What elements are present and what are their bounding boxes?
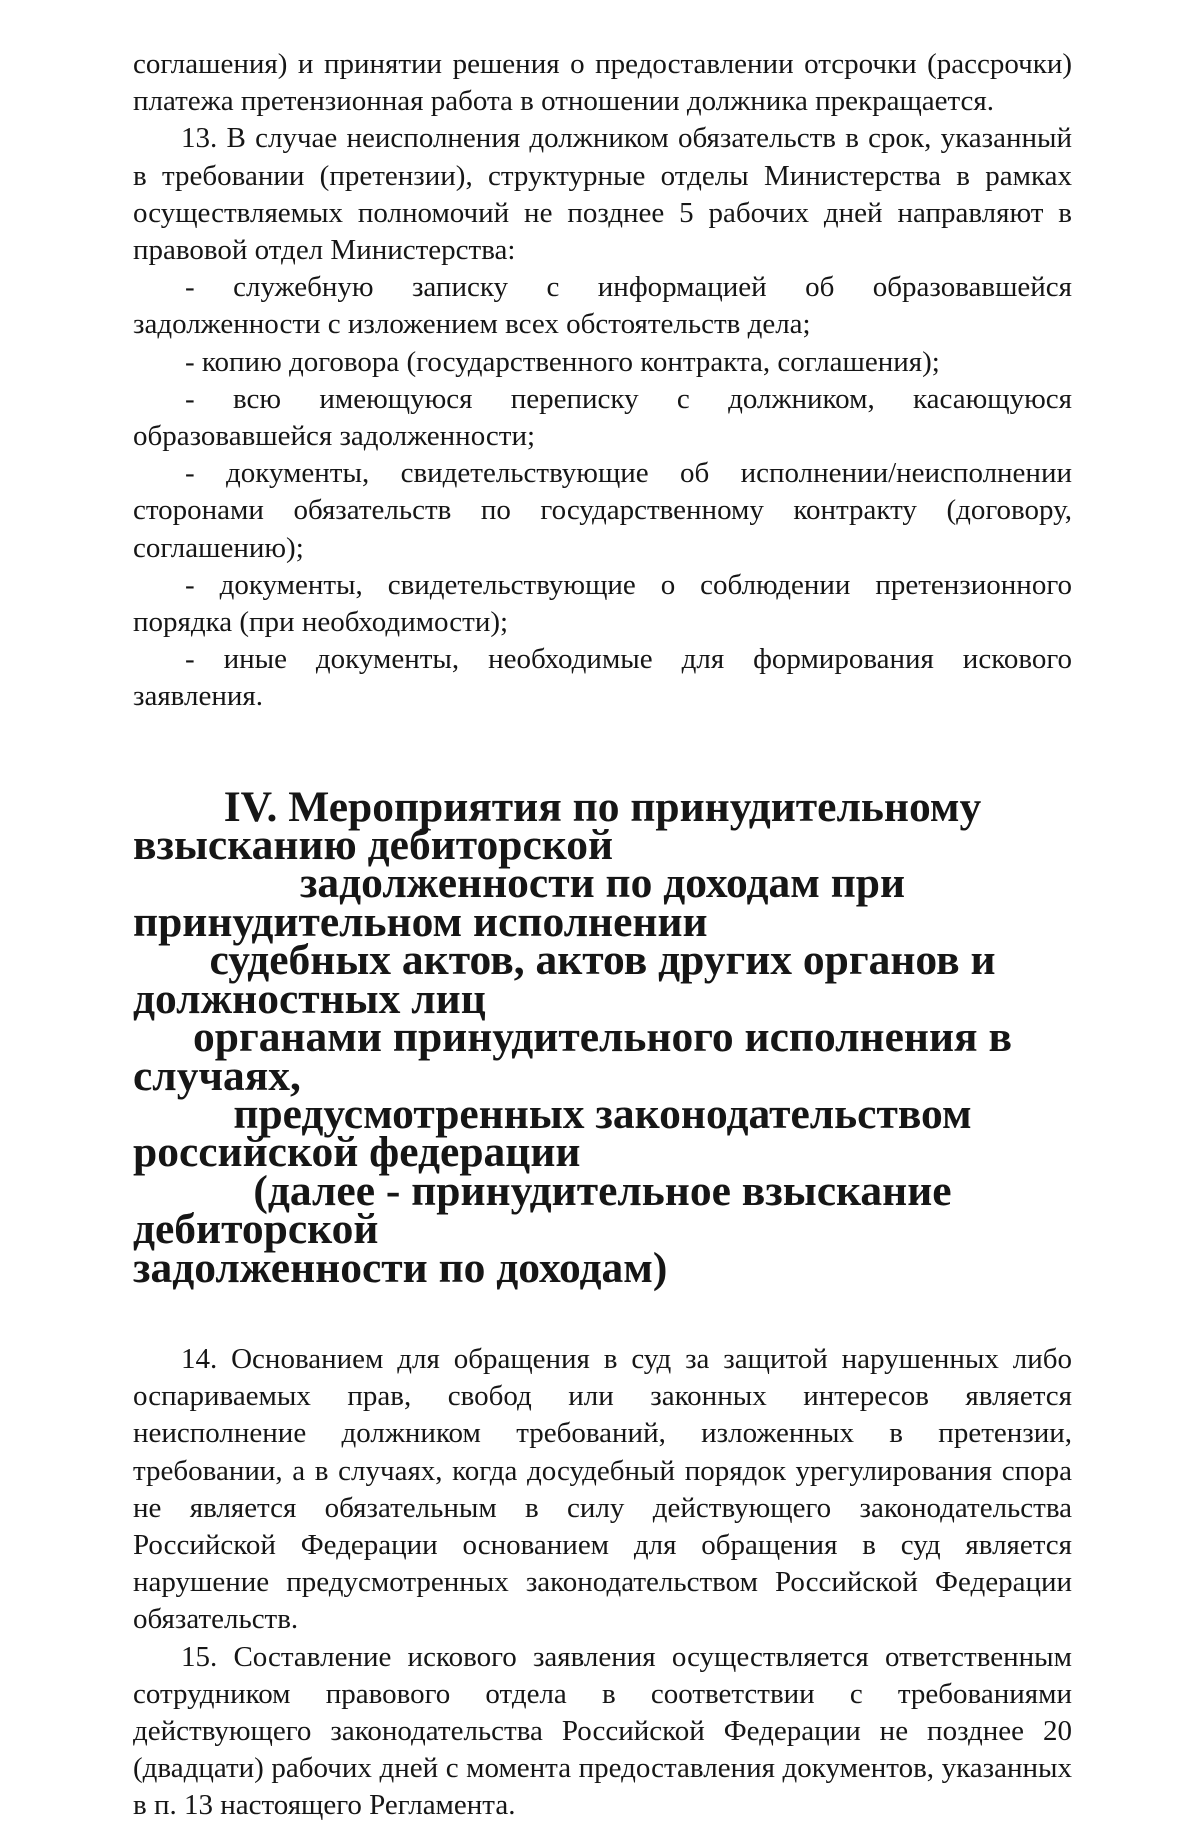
list-item-memo: - служебную записку с информацией об образовавшейся задолженности с изложением всех обстоятельств дела; [133,271,1072,341]
heading-line: предусмотренных законодательством российской федерации [133,1089,972,1177]
list-item-contract-copy: - копию договора (государственного контракта, соглашения); [185,345,940,378]
section-4-heading [133,782,1072,1292]
list-item-correspondence: - всю имеющуюся переписку с должником, касающуюся образовавшейся задолженности; [133,382,1072,453]
heading-line: органами принудительного исполнения в случаях, [133,1013,1012,1100]
list-item-other-docs: - иные документы, необходимые для формирования искового заявления. [133,643,1072,713]
heading-line: IV. Мероприятия по принудительному взысканию дебиторской [133,782,982,870]
list-item-performance-docs: - документы, свидетельствующие об исполнении/неисполнении сторонами обязательств по государственному контракту (договору, соглашению); [133,457,1072,564]
heading-line: судебных актов, актов других органов и должностных лиц [133,936,996,1023]
heading-line: задолженности по доходам при принудительном исполнении [133,859,906,946]
list-item-claim-procedure-docs: - документы, свидетельствующие о соблюдении претензионного порядка (при необходимости); [133,568,1072,639]
paragraph-13: 13. В случае неисполнения должником обязательств в срок, указанный в требовании (претензии), структурные отделы Министерства в рамках осуществляемых полномочий не позднее 5 рабочих дней направляют в правовой отдел Министерства: [133,122,1072,267]
heading-line: (далее - принудительное взыскание дебиторской [133,1166,952,1254]
paragraph-12-tail: соглашения) и принятии решения о предоставлении отсрочки (рассрочки) платежа претензионная работа в отношении должника прекращается. [133,48,1072,118]
paragraph-14: 14. Основанием для обращения в суд за защитой нарушенных либо оспариваемых прав, свобод или законных интересов является неисполнение должником требований, изложенных в претензии, требовании, а в случаях, когда досудебный порядок урегулирования спора не является обязательным в силу действующего законодательства Российской Федерации основанием для обращения в суд является нарушение предусмотренных законодательством Российской Федерации обязательств. [133,1342,1072,1636]
paragraph-15: 15. Составление искового заявления осуществляется ответственным сотрудником правового отдела в соответствии с требованиями действующего законодательства Российской Федерации не позднее 20 (двадцати) рабочих дней с момента предоставления документов, указанных в п. 13 настоящего Регламента. [133,1640,1072,1822]
heading-line: задолженности по доходам) [133,1243,668,1292]
